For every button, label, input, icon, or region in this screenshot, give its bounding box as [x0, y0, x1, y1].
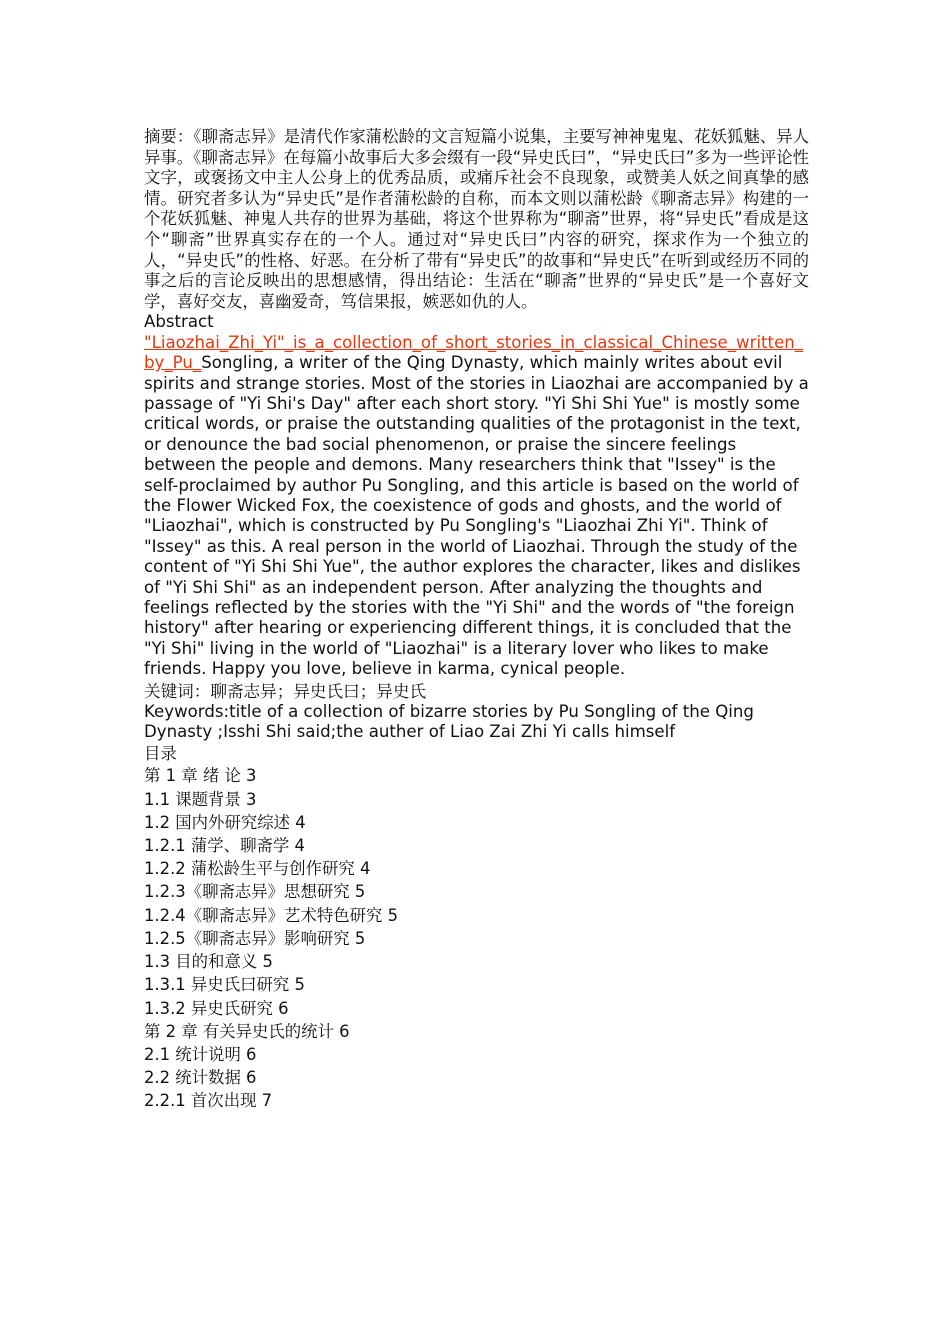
toc-item[interactable]: 1.3.1 异史氏曰研究 5 — [144, 975, 305, 995]
toc-item[interactable]: 第 2 章 有关异史氏的统计 6 — [144, 1021, 350, 1041]
toc-item[interactable]: 1.2.4《聊斋志异》艺术特色研究 5 — [144, 905, 399, 925]
english-abstract-link[interactable]: "Liaozhai_Zhi_Yi"_is_a_collection_of_short_stories_in_classical_Chinese_written_by_Pu_ — [144, 332, 804, 373]
english-abstract-text: Songling, a writer of the Qing Dynasty, which mainly writes about evil spirits and strange stories. Most of the stories in Liaozhai are accompanied by a passage of "Yi Shi's Day" after each short story. "Yi Shi Shi Yue" is mostly some critical words, or praise the outstanding qualities of the protagonist in the text, or denounce the bad social phenomenon, or praise the sincere feelings between the people and demons. Many researchers think that "Issey" is the self-proclaimed by author Pu Songling, and this article is based on the world of the Flower Wicked Fox, the coexistence of gods and ghosts, and the world of "Liaozhai", which is constructed by Pu Songling's "Liaozhai Zhi Yi". Think of "Issey" as this. A real person in the world of Liaozhai. Through the study of the content of "Yi Shi Shi Yue", the author explores the character, likes and dislikes of "Yi Shi Shi" as an independent person. After analyzing the thoughts and feelings reflected by the stories with the "Yi Shi" and the words of "the foreign history" after hearing or experiencing different things, it is concluded that the "Yi Shi" living in the world of "Liaozhai" is a literary lover who likes to make friends. Happy you love, believe in karma, cynical people. — [144, 353, 809, 679]
toc-item[interactable]: 1.3.2 异史氏研究 6 — [144, 998, 289, 1018]
toc-item[interactable]: 1.2.3《聊斋志异》思想研究 5 — [144, 882, 366, 902]
english-keywords: Keywords:title of a collection of bizarre stories by Pu Songling of the Qing Dynasty ;Isshi Shi said;the auther of Liao Zai Zhi Yi calls himself — [144, 702, 754, 742]
toc-item[interactable]: 2.1 统计说明 6 — [144, 1044, 257, 1064]
toc-item[interactable]: 2.2 统计数据 6 — [144, 1068, 257, 1088]
chinese-keywords: 关键词：聊斋志异；异史氏曰；异史氏 — [144, 681, 427, 701]
chinese-abstract — [144, 127, 809, 312]
toc-item[interactable]: 2.2.1 首次出现 7 — [144, 1091, 273, 1111]
toc-item[interactable]: 1.2 国内外研究综述 4 — [144, 812, 306, 832]
toc-item[interactable]: 1.1 课题背景 3 — [144, 789, 257, 809]
document-page — [144, 127, 809, 1113]
english-abstract-heading: Abstract — [144, 312, 214, 332]
english-abstract — [144, 333, 809, 680]
toc-item[interactable]: 1.3 目的和意义 5 — [144, 952, 273, 972]
chinese-abstract-text: 《聊斋志异》是清代作家蒲松龄的文言短篇小说集，主要写神神鬼鬼、花妖狐魅、异人异事。《聊斋志异》在每篇小故事后大多会缀有一段“异史氏曰”，“异史氏曰”多为一些评论性文字，或褒扬文中主人公身上的优秀品质，或痛斥社会不良现象，或赞美人妖之间真挚的感情。研究者多认为“异史氏”是作者蒲松龄的自称，而本文则以蒲松龄《聊斋志异》构建的一个花妖狐魅、神鬼人共存的世界为基础，将这个世界称为“聊斋”世界，将“异史氏”看成是这个“聊斋”世界真实存在的一个人。通过对“异史氏曰”内容的研究，探求作为一个独立的人，“异史氏”的性格、好恶。在分析了带有“异史氏”的故事和“异史氏”在听到或经历不同的事之后的言论反映出的思想感情，得出结论：生活在“聊斋”世界的“异史氏”是一个喜好文学，喜好交友，喜幽爱奇，笃信果报，嫉恶如仇的人。 — [144, 127, 809, 311]
toc-item[interactable]: 第 1 章 绪 论 3 — [144, 766, 257, 786]
toc-item[interactable]: 1.2.5《聊斋志异》影响研究 5 — [144, 928, 366, 948]
table-of-contents — [144, 764, 809, 1112]
toc-item[interactable]: 1.2.1 蒲学、聊斋学 4 — [144, 836, 305, 856]
toc-heading: 目录 — [144, 743, 177, 763]
chinese-abstract-label: 摘要： — [144, 127, 194, 146]
toc-item[interactable]: 1.2.2 蒲松龄生平与创作研究 4 — [144, 859, 371, 879]
